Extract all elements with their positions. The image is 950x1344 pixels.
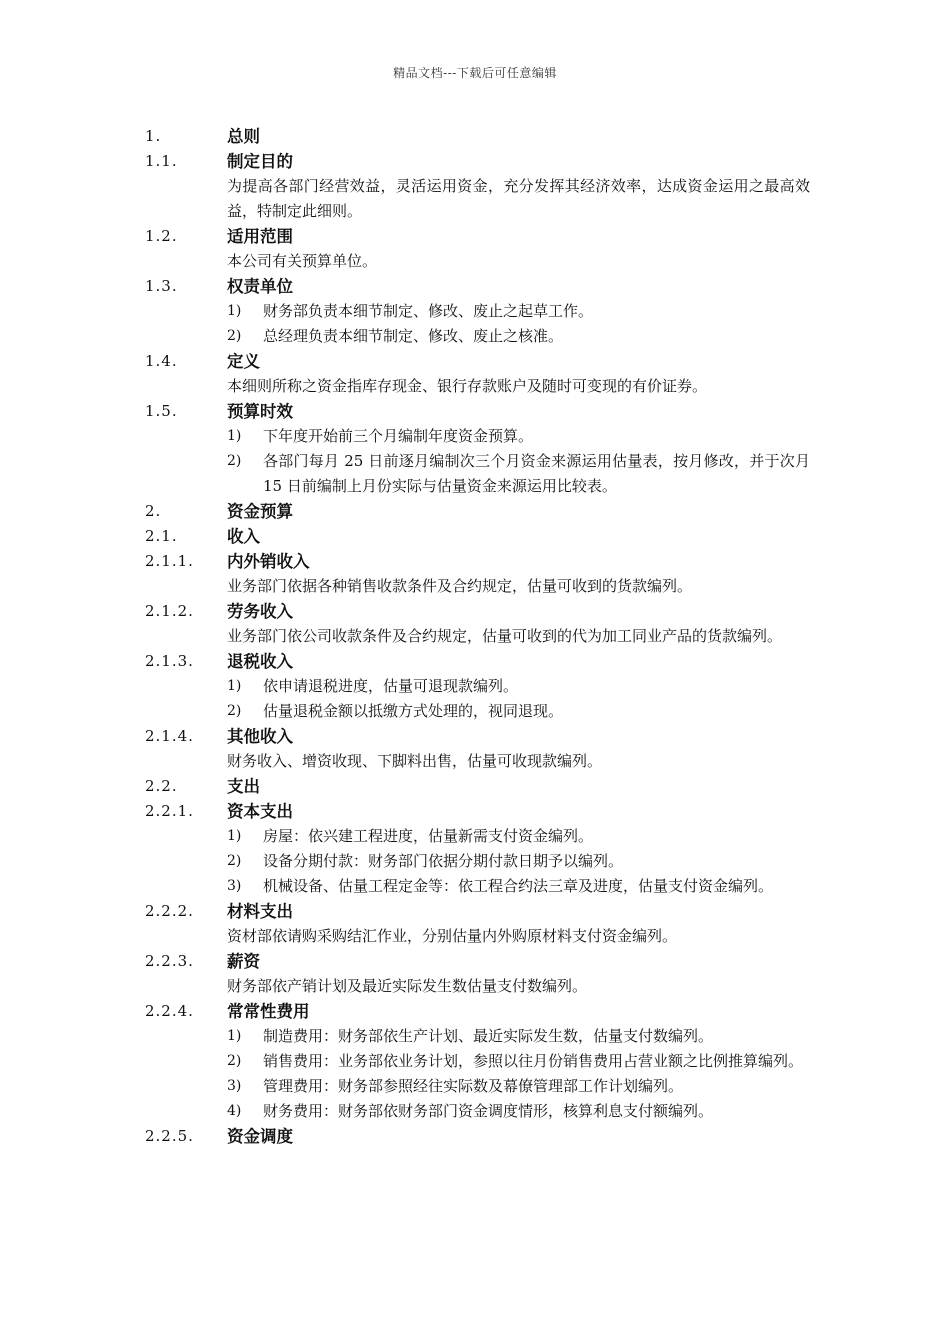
list-item-text: 设备分期付款：财务部门依据分期付款日期予以编列。: [263, 852, 624, 870]
list-item: [227, 674, 810, 699]
section-title: 预算时效: [227, 402, 293, 421]
section-paragraph: 资材部依请购采购结汇作业，分别估量内外购原材料支付资金编列。: [227, 927, 678, 945]
section-title: 薪资: [227, 952, 260, 971]
list-item-text: 估量退税金额以抵缴方式处理的，视同退现。: [263, 702, 564, 720]
section-heading: [145, 999, 810, 1024]
section-paragraph: 业务部门依据各种销售收款条件及合约规定，估量可收到的货款编列。: [227, 577, 693, 595]
section-title: 收入: [227, 527, 260, 546]
section-paragraph: 本公司有关预算单位。: [227, 252, 378, 270]
section-heading: [145, 949, 810, 974]
list-item-text: 依申请退税进度，估量可退现款编列。: [263, 677, 519, 695]
section-heading: [145, 599, 810, 624]
list-marker: 1): [227, 303, 242, 319]
section-heading: [145, 524, 810, 549]
section-title: 材料支出: [227, 902, 293, 921]
section-heading: [145, 124, 810, 149]
section-number: 2.2.2.: [145, 902, 194, 920]
list-item: [227, 1074, 810, 1099]
section-number: 1.: [145, 127, 162, 145]
list-item-text: 财务费用：财务部依财务部门资金调度情形，核算利息支付额编列。: [263, 1102, 714, 1120]
list-item: [227, 324, 810, 349]
section-number: 2.1.2.: [145, 602, 194, 620]
list-marker: 1): [227, 428, 242, 444]
section-heading: [145, 799, 810, 824]
section-heading: [145, 399, 810, 424]
section-heading: [145, 774, 810, 799]
section-title: 其他收入: [227, 727, 293, 746]
list-marker: 1): [227, 828, 242, 844]
list-item: [227, 1049, 810, 1074]
list-marker: 2): [227, 703, 242, 719]
section-title: 总则: [227, 127, 260, 146]
list-item: [227, 874, 810, 899]
section-number: 1.2.: [145, 227, 178, 245]
list-item: [227, 849, 810, 874]
list-marker: 4): [227, 1103, 242, 1119]
section-number: 2.1.3.: [145, 652, 194, 670]
section-number: 2.1.1.: [145, 552, 194, 570]
section-title: 资本支出: [227, 802, 293, 821]
section-heading: [145, 724, 810, 749]
list-marker: 2): [227, 1053, 242, 1069]
page-header: 精品文档---下载后可任意编辑: [393, 66, 557, 80]
list-item: [227, 424, 810, 449]
list-item: [227, 1024, 810, 1049]
list-item: [227, 299, 810, 324]
section-paragraph: 为提高各部门经营效益，灵活运用资金，充分发挥其经济效率，达成资金运用之最高效益，特制定此细则。: [227, 177, 810, 220]
list-item: [227, 699, 810, 724]
section-heading: [145, 649, 810, 674]
list-marker: 1): [227, 678, 242, 694]
section-title: 支出: [227, 777, 260, 796]
section-title: 权责单位: [227, 277, 293, 296]
list-item-text: 各部门每月 25 日前逐月编制次三个月资金来源运用估量表，按月修改，并于次月 15 日前编制上月份实际与估量资金来源运用比较表。: [263, 452, 810, 495]
section-number: 2.1.: [145, 527, 178, 545]
section-title: 资金调度: [227, 1127, 293, 1146]
section-title: 退税收入: [227, 652, 293, 671]
list-marker: 2): [227, 853, 242, 869]
section-title: 内外销收入: [227, 552, 310, 571]
section-paragraph: 财务收入、增资收现、下脚料出售，估量可收现款编列。: [227, 752, 603, 770]
section-number: 2.2.1.: [145, 802, 194, 820]
section-number: 2.2.: [145, 777, 178, 795]
list-item-text: 销售费用：业务部依业务计划，参照以往月份销售费用占营业额之比例推算编列。: [263, 1052, 804, 1070]
section-title: 资金预算: [227, 502, 293, 521]
list-item-text: 房屋：依兴建工程进度，估量新需支付资金编列。: [263, 827, 594, 845]
list-marker: 2): [227, 328, 242, 344]
list-marker: 1): [227, 1028, 242, 1044]
list-item-text: 财务部负责本细节制定、修改、废止之起草工作。: [263, 302, 594, 320]
section-heading: [145, 149, 810, 174]
document-body: [145, 124, 810, 1149]
section-title: 适用范围: [227, 227, 293, 246]
section-heading: [145, 549, 810, 574]
list-marker: 3): [227, 1078, 242, 1094]
section-heading: [145, 1124, 810, 1149]
section-paragraph: 业务部门依公司收款条件及合约规定，估量可收到的代为加工同业产品的货款编列。: [227, 627, 783, 645]
list-item: [227, 824, 810, 849]
section-paragraph: 财务部依产销计划及最近实际发生数估量支付数编列。: [227, 977, 588, 995]
section-heading: [145, 349, 810, 374]
list-marker: 2): [227, 453, 242, 469]
section-paragraph: 本细则所称之资金指库存现金、银行存款账户及随时可变现的有价证券。: [227, 377, 708, 395]
section-number: 1.4.: [145, 352, 178, 370]
section-title: 常常性费用: [227, 1002, 310, 1021]
section-heading: [145, 899, 810, 924]
section-number: 2.: [145, 502, 162, 520]
list-item-text: 管理费用：财务部参照经往实际数及幕僚管理部工作计划编列。: [263, 1077, 684, 1095]
list-item: [227, 449, 810, 499]
list-item-text: 机械设备、估量工程定金等：依工程合约法三章及进度，估量支付资金编列。: [263, 877, 774, 895]
list-marker: 3): [227, 878, 242, 894]
section-number: 2.2.3.: [145, 952, 194, 970]
list-item: [227, 1099, 810, 1124]
section-number: 1.5.: [145, 402, 178, 420]
section-title: 定义: [227, 352, 260, 371]
section-title: 制定目的: [227, 152, 293, 171]
section-number: 2.2.4.: [145, 1002, 194, 1020]
section-heading: [145, 274, 810, 299]
section-heading: [145, 224, 810, 249]
section-number: 2.2.5.: [145, 1127, 194, 1145]
section-number: 2.1.4.: [145, 727, 194, 745]
section-number: 1.1.: [145, 152, 178, 170]
list-item-text: 下年度开始前三个月编制年度资金预算。: [263, 427, 534, 445]
list-item-text: 总经理负责本细节制定、修改、废止之核准。: [263, 327, 564, 345]
section-title: 劳务收入: [227, 602, 293, 621]
section-number: 1.3.: [145, 277, 178, 295]
section-heading: [145, 499, 810, 524]
list-item-text: 制造费用：财务部依生产计划、最近实际发生数，估量支付数编列。: [263, 1027, 714, 1045]
